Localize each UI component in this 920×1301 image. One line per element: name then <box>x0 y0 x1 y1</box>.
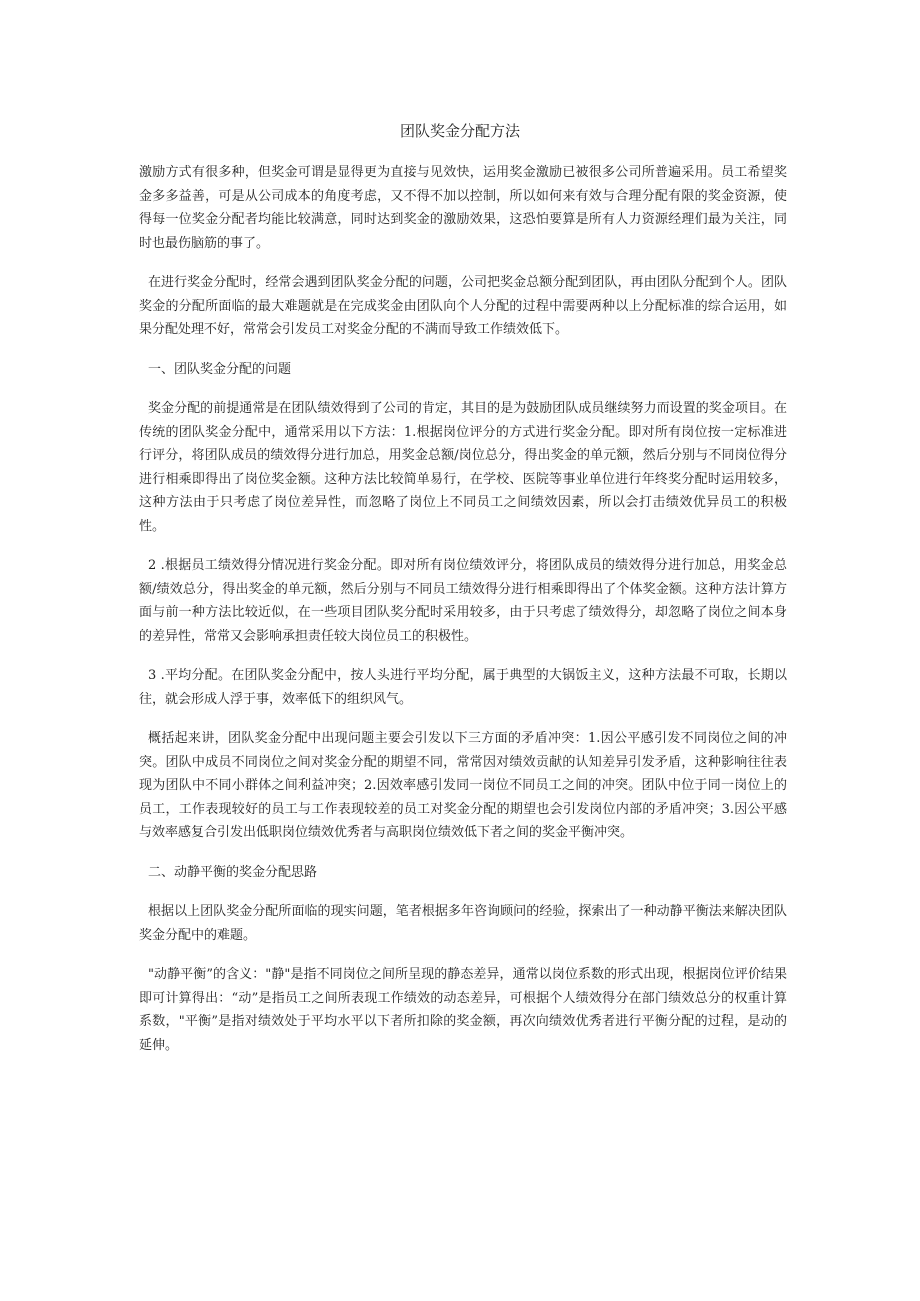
section-heading-1: 一、团队奖金分配的问题 <box>148 361 292 377</box>
paragraph-method-2: 2 .根据员工绩效得分情况进行奖金分配。即对所有岗位绩效评分，将团队成员的绩效得分进行加总，用奖金总额/绩效总分，得出奖金的单元额，然后分别与不同员工绩效得分进行相乘即得出了个体奖金额。这种方法计算方面与前一种方法比较近似，在一些项目团队奖分配时采用较多，由于只考虑了绩效得分，却忽略了岗位之间本身的差异性，常常又会影响承担责任较大岗位员工的积极性。 <box>139 558 787 644</box>
paragraph-approach: 根据以上团队奖金分配所面临的现实问题，笔者根据多年咨询顾问的经验，探索出了一种动静平衡法来解决团队奖金分配中的难题。 <box>139 904 787 943</box>
document-body <box>139 161 787 1073</box>
paragraph-method-3: 3 .平均分配。在团队奖金分配中，按人头进行平均分配，属于典型的大锅饭主义，这种方法最不可取，长期以往，就会形成人浮于事，效率低下的组织风气。 <box>139 668 787 707</box>
paragraph-conflicts: 概括起来讲，团队奖金分配中出现问题主要会引发以下三方面的矛盾冲突：1.因公平感引发不同岗位之间的冲突。团队中成员不同岗位之间对奖金分配的期望不同，常常因对绩效贡献的认知差异引发矛盾，这种影响往往表现为团队中不同小群体之间利益冲突；2.因效率感引发同一岗位不同员工之间的冲突。团队中位于同一岗位上的员工，工作表现较好的员工与工作表现较差的员工对奖金分配的期望也会引发岗位内部的矛盾冲突；3.因公平感与效率感复合引发出低职岗位绩效优秀者与高职岗位绩效低下者之间的奖金平衡冲突。 <box>139 731 787 840</box>
paragraph-team-bonus: 在进行奖金分配时，经常会遇到团队奖金分配的问题，公司把奖金总额分配到团队，再由团队分配到个人。团队奖金的分配所面临的最大难题就是在完成奖金由团队向个人分配的过程中需要两种以上分配标准的综合运用，如果分配处理不好，常常会引发员工对奖金分配的不满而导致工作绩效低下。 <box>139 275 787 337</box>
paragraph-intro: 激励方式有很多种，但奖金可谓是显得更为直接与见效快，运用奖金激励已被很多公司所普遍采用。员工希望奖金多多益善，可是从公司成本的角度考虑，又不得不加以控制，所以如何来有效与合理分配有限的奖金资源，使得每一位奖金分配者均能比较满意，同时达到奖金的激励效果，这恐怕要算是所有人力资源经理们最为关注，同时也最伤脑筋的事了。 <box>139 165 787 251</box>
paragraph-method-1: 奖金分配的前提通常是在团队绩效得到了公司的肯定，其目的是为鼓励团队成员继续努力而设置的奖金项目。在传统的团队奖金分配中，通常采用以下方法：1.根据岗位评分的方式进行奖金分配。即对所有岗位按一定标准进行评分，将团队成员的绩效得分进行加总，用奖金总额/岗位总分，得出奖金的单元额，然后分别与不同岗位得分进行相乘即得出了岗位奖金额。这种方法比较简单易行，在学校、医院等事业单位进行年终奖分配时运用较多，这种方法由于只考虑了岗位差异性，而忽略了岗位上不同员工之间绩效因素，所以会打击绩效优异员工的积极性。 <box>139 401 787 534</box>
section-heading-2: 二、动静平衡的奖金分配思路 <box>148 864 318 880</box>
document-title: 团队奖金分配方法 <box>399 122 520 140</box>
paragraph-definition: "动静平衡”的含义："静"是指不同岗位之间所呈现的静态差异，通常以岗位系数的形式出现，根据岗位评价结果即可计算得出：“动”是指员工之间所表现工作绩效的动态差异，可根据个人绩效得分在部门绩效总分的权重计算系数，"平衡”是指对绩效处于平均水平以下者所扣除的奖金额，再次向绩效优秀者进行平衡分配的过程，是动的延伸。 <box>139 967 787 1053</box>
